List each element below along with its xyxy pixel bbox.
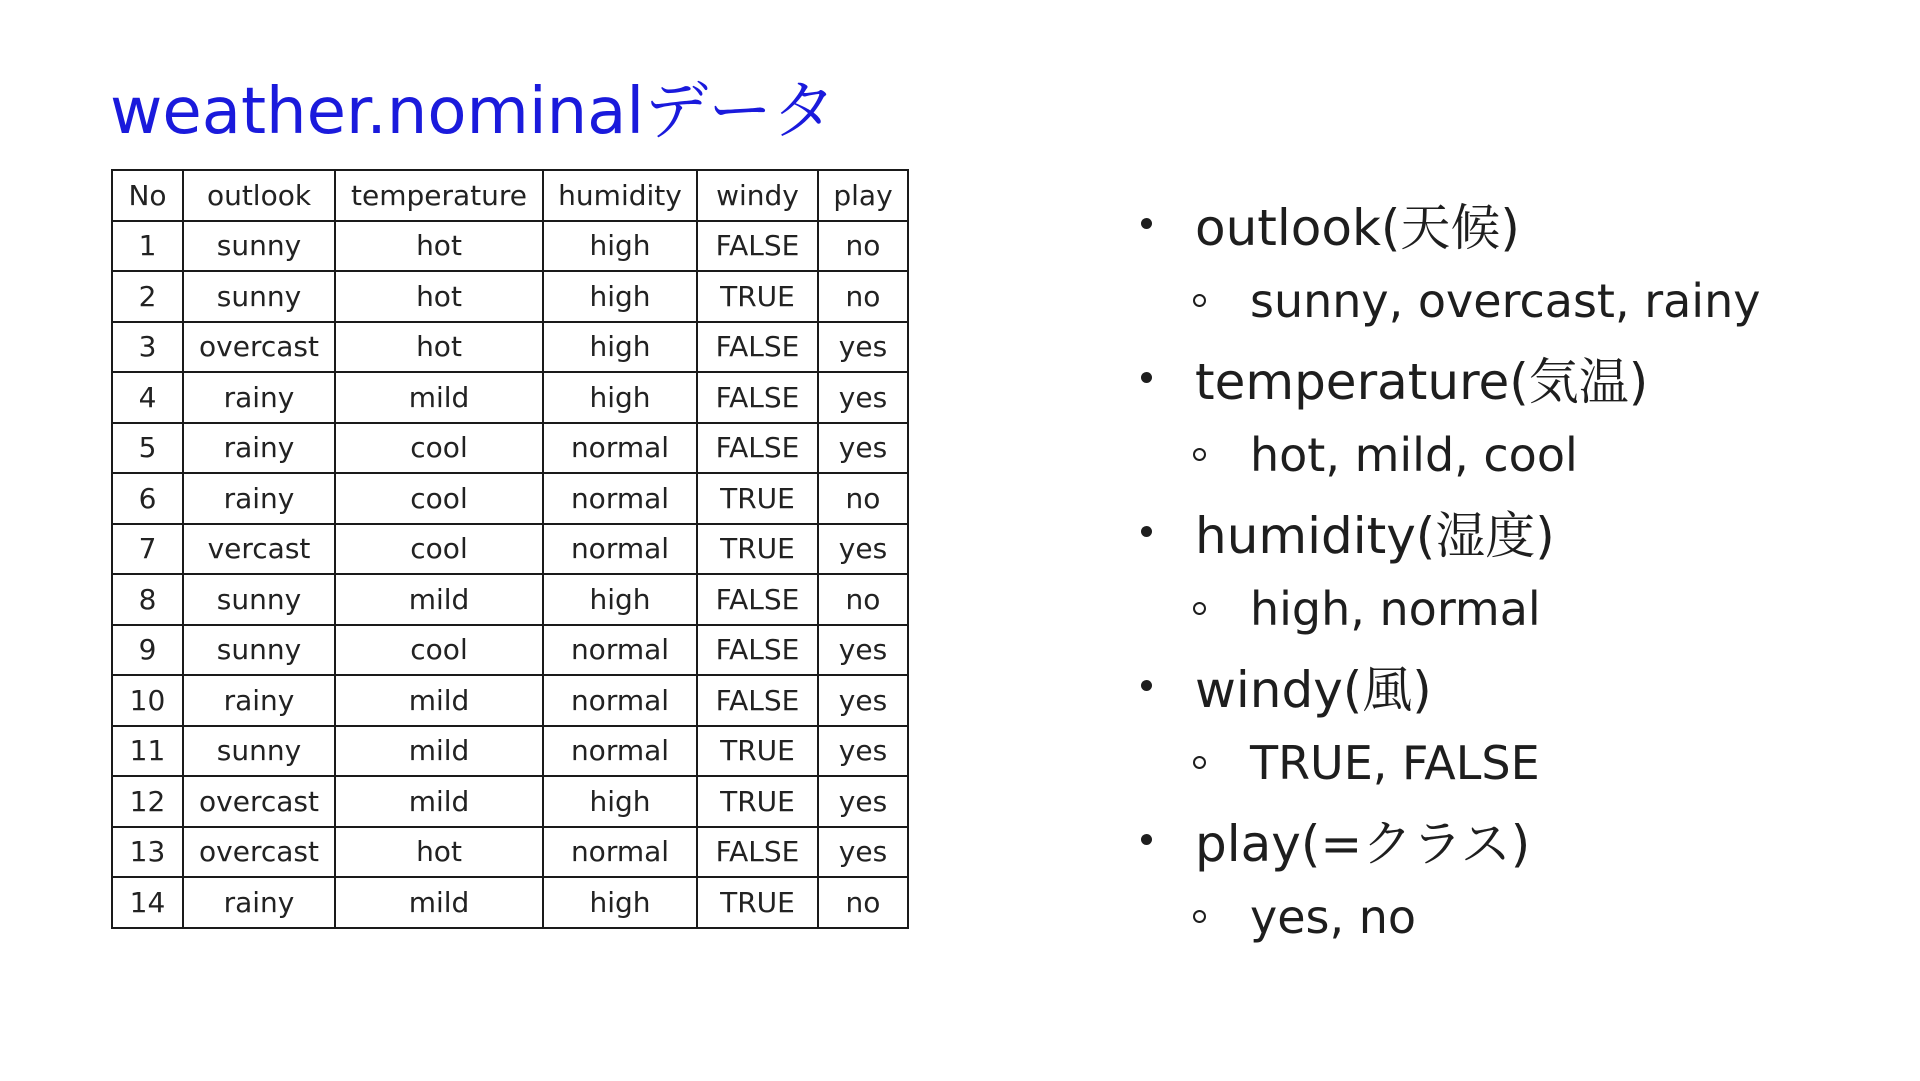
slide-title: weather.nominalデータ (110, 75, 837, 149)
cell-temperature: cool (335, 524, 543, 575)
cell-play: no (818, 473, 908, 524)
attribute-values: sunny, overcast, rainy (1250, 273, 1761, 328)
hollow-bullet-icon (1193, 756, 1206, 769)
cell-play: yes (818, 675, 908, 726)
cell-outlook: overcast (183, 776, 335, 827)
cell-outlook: overcast (183, 322, 335, 373)
attribute-name: humidity(湿度) (1195, 506, 1555, 565)
cell-play: yes (818, 423, 908, 474)
attribute-values: yes, no (1250, 889, 1417, 944)
cell-play: no (818, 271, 908, 322)
cell-humidity: high (543, 372, 697, 423)
cell-windy: FALSE (697, 322, 818, 373)
cell-no: 3 (112, 322, 183, 373)
sub-list-item-humidity-values (1136, 570, 1760, 647)
hollow-bullet-icon (1193, 602, 1206, 615)
cell-play: yes (818, 776, 908, 827)
table-row (112, 675, 908, 726)
cell-play: no (818, 574, 908, 625)
cell-windy: TRUE (697, 524, 818, 575)
cell-humidity: high (543, 271, 697, 322)
table-row (112, 625, 908, 676)
table-row (112, 271, 908, 322)
cell-humidity: high (543, 776, 697, 827)
cell-no: 10 (112, 675, 183, 726)
attribute-list (1136, 185, 1760, 955)
cell-humidity: normal (543, 423, 697, 474)
cell-windy: FALSE (697, 625, 818, 676)
table-header-row (112, 170, 908, 221)
bullet-icon (1141, 680, 1152, 691)
sub-list-item-temperature-values (1136, 416, 1760, 493)
cell-windy: FALSE (697, 827, 818, 878)
cell-windy: TRUE (697, 271, 818, 322)
table-row (112, 726, 908, 777)
cell-no: 12 (112, 776, 183, 827)
header-temperature: temperature (335, 170, 543, 221)
attribute-name: play(=クラス) (1195, 814, 1531, 873)
cell-humidity: high (543, 322, 697, 373)
table-row (112, 473, 908, 524)
cell-no: 14 (112, 877, 183, 928)
cell-humidity: normal (543, 524, 697, 575)
attribute-values: TRUE, FALSE (1250, 735, 1540, 790)
attribute-name: outlook(天候) (1195, 198, 1520, 257)
bullet-icon (1141, 372, 1152, 383)
table-row (112, 372, 908, 423)
cell-windy: TRUE (697, 473, 818, 524)
table-row (112, 322, 908, 373)
cell-temperature: mild (335, 675, 543, 726)
cell-humidity: high (543, 221, 697, 272)
attribute-name: temperature(気温) (1195, 352, 1649, 411)
cell-outlook: sunny (183, 221, 335, 272)
cell-humidity: normal (543, 726, 697, 777)
cell-no: 13 (112, 827, 183, 878)
cell-windy: FALSE (697, 372, 818, 423)
cell-outlook: rainy (183, 423, 335, 474)
cell-outlook: vercast (183, 524, 335, 575)
cell-temperature: mild (335, 726, 543, 777)
table-row (112, 524, 908, 575)
cell-temperature: hot (335, 221, 543, 272)
bullet-icon (1141, 834, 1152, 845)
weather-data-table (111, 169, 909, 929)
list-item-humidity (1136, 493, 1760, 570)
cell-no: 8 (112, 574, 183, 625)
list-item-temperature (1136, 339, 1760, 416)
cell-play: yes (818, 372, 908, 423)
header-windy: windy (697, 170, 818, 221)
cell-outlook: sunny (183, 271, 335, 322)
header-humidity: humidity (543, 170, 697, 221)
cell-no: 5 (112, 423, 183, 474)
table-row (112, 827, 908, 878)
cell-outlook: sunny (183, 574, 335, 625)
table-row (112, 423, 908, 474)
cell-windy: TRUE (697, 877, 818, 928)
cell-windy: FALSE (697, 221, 818, 272)
header-no: No (112, 170, 183, 221)
cell-windy: TRUE (697, 776, 818, 827)
cell-play: no (818, 221, 908, 272)
bullet-icon (1141, 218, 1152, 229)
cell-play: yes (818, 827, 908, 878)
cell-no: 9 (112, 625, 183, 676)
cell-temperature: cool (335, 625, 543, 676)
cell-play: yes (818, 625, 908, 676)
attribute-values: hot, mild, cool (1250, 427, 1578, 482)
cell-windy: FALSE (697, 423, 818, 474)
cell-humidity: normal (543, 625, 697, 676)
cell-outlook: rainy (183, 877, 335, 928)
list-item-play (1136, 801, 1760, 878)
cell-no: 4 (112, 372, 183, 423)
cell-outlook: rainy (183, 473, 335, 524)
cell-no: 2 (112, 271, 183, 322)
cell-play: yes (818, 322, 908, 373)
cell-temperature: cool (335, 423, 543, 474)
cell-no: 1 (112, 221, 183, 272)
table-row (112, 776, 908, 827)
cell-humidity: high (543, 574, 697, 625)
cell-humidity: normal (543, 675, 697, 726)
cell-outlook: rainy (183, 372, 335, 423)
cell-temperature: mild (335, 877, 543, 928)
cell-humidity: normal (543, 827, 697, 878)
sub-list-item-outlook-values (1136, 262, 1760, 339)
sub-list-item-windy-values (1136, 724, 1760, 801)
attribute-name: windy(風) (1195, 660, 1432, 719)
cell-humidity: high (543, 877, 697, 928)
cell-temperature: hot (335, 827, 543, 878)
table-row (112, 877, 908, 928)
header-outlook: outlook (183, 170, 335, 221)
list-item-windy (1136, 647, 1760, 724)
hollow-bullet-icon (1193, 294, 1206, 307)
cell-humidity: normal (543, 473, 697, 524)
cell-outlook: rainy (183, 675, 335, 726)
cell-no: 11 (112, 726, 183, 777)
cell-windy: TRUE (697, 726, 818, 777)
table-row (112, 574, 908, 625)
cell-play: no (818, 877, 908, 928)
sub-list-item-play-values (1136, 878, 1760, 955)
cell-windy: FALSE (697, 675, 818, 726)
cell-no: 7 (112, 524, 183, 575)
header-play: play (818, 170, 908, 221)
cell-no: 6 (112, 473, 183, 524)
cell-outlook: sunny (183, 726, 335, 777)
cell-temperature: mild (335, 574, 543, 625)
cell-outlook: sunny (183, 625, 335, 676)
cell-windy: FALSE (697, 574, 818, 625)
attribute-values: high, normal (1250, 581, 1541, 636)
list-item-outlook (1136, 185, 1760, 262)
cell-temperature: mild (335, 776, 543, 827)
hollow-bullet-icon (1193, 910, 1206, 923)
hollow-bullet-icon (1193, 448, 1206, 461)
cell-temperature: mild (335, 372, 543, 423)
cell-temperature: cool (335, 473, 543, 524)
cell-temperature: hot (335, 271, 543, 322)
cell-outlook: overcast (183, 827, 335, 878)
cell-play: yes (818, 726, 908, 777)
cell-temperature: hot (335, 322, 543, 373)
table-row (112, 221, 908, 272)
bullet-icon (1141, 526, 1152, 537)
cell-play: yes (818, 524, 908, 575)
